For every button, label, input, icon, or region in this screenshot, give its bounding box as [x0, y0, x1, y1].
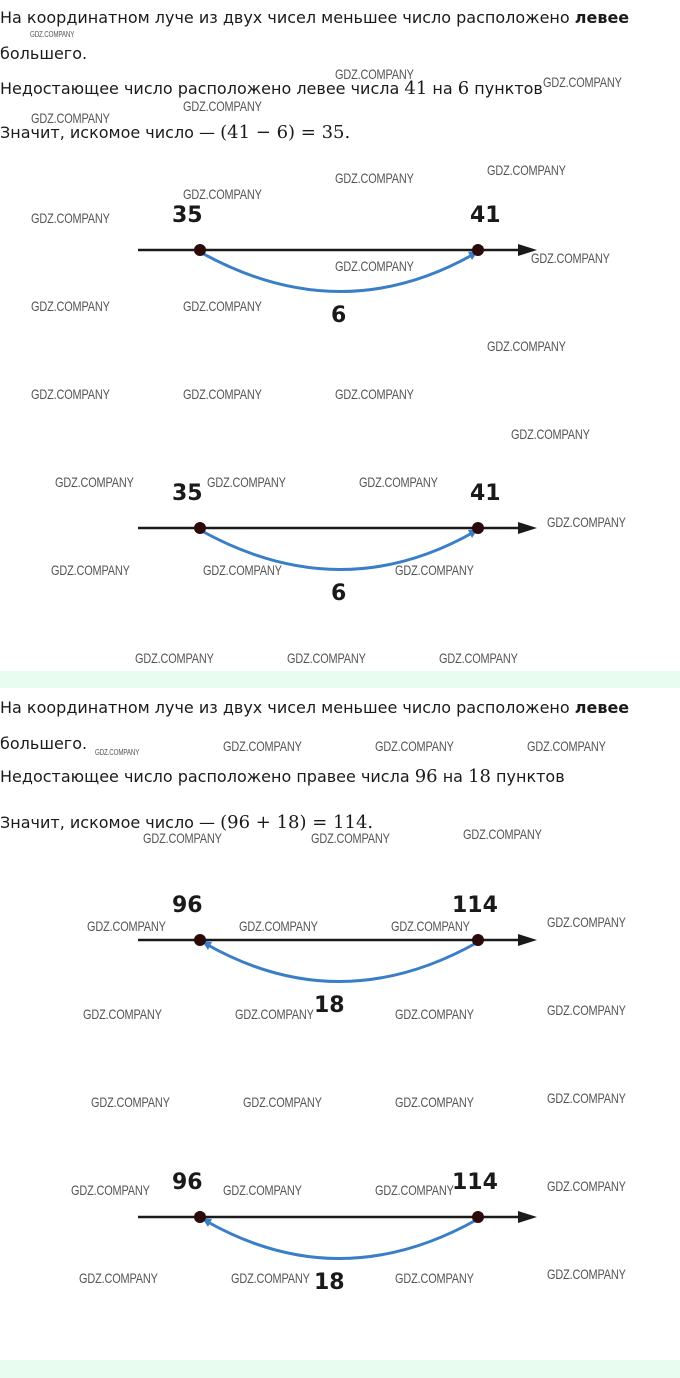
watermark: GDZ.COMPANY: [547, 914, 626, 930]
watermark: GDZ.COMPANY: [395, 562, 474, 578]
watermark: GDZ.COMPANY: [183, 386, 262, 402]
label-step: 6: [331, 581, 347, 606]
label-left: 96: [172, 1170, 203, 1195]
rule-text-2: На координатном луче из двух чисел меньшее число расположено левее: [0, 698, 630, 717]
point-left: [194, 522, 206, 534]
label-right: 114: [452, 893, 498, 918]
watermark: GDZ.COMPANY: [31, 386, 110, 402]
watermark: GDZ.COMPANY: [203, 562, 282, 578]
rule-text-1: На координатном луче из двух чисел меньшее число расположено левее: [0, 8, 630, 27]
watermark: GDZ.COMPANY: [223, 1182, 302, 1198]
point-right: [472, 244, 484, 256]
watermark: GDZ.COMPANY: [547, 514, 626, 530]
point-right: [472, 1211, 484, 1223]
watermark: GDZ.COMPANY: [183, 186, 262, 202]
label-step: 18: [314, 993, 345, 1018]
watermark: GDZ.COMPANY: [231, 1270, 310, 1286]
watermark: GDZ.COMPANY: [511, 426, 590, 442]
watermark: GDZ.COMPANY: [31, 110, 110, 126]
watermark: GDZ.COMPANY: [235, 1006, 314, 1022]
watermark: GDZ.COMPANY: [31, 298, 110, 314]
point-left: [194, 1211, 206, 1223]
ray-arrowhead: [518, 522, 537, 534]
watermark: GDZ.COMPANY: [335, 386, 414, 402]
point-right: [472, 522, 484, 534]
point-left: [194, 934, 206, 946]
watermark: GDZ.COMPANY: [395, 1094, 474, 1110]
section-divider-bottom: [0, 1360, 680, 1378]
watermark: GDZ.COMPANY: [487, 338, 566, 354]
watermark: GDZ.COMPANY: [239, 918, 318, 934]
watermark: GDZ.COMPANY: [547, 1178, 626, 1194]
watermark: GDZ.COMPANY: [439, 650, 518, 666]
point-left: [194, 244, 206, 256]
watermark: GDZ.COMPANY: [91, 1094, 170, 1110]
missing-text-2: Недостающее число расположено правее числа 96 на 18 пунктов: [0, 766, 565, 787]
label-right: 41: [470, 203, 501, 228]
watermark: GDZ.COMPANY: [463, 826, 542, 842]
watermark: GDZ.COMPANY: [135, 650, 214, 666]
jump-arc: [206, 1219, 478, 1259]
jump-arc: [206, 942, 478, 982]
watermark: GDZ.COMPANY: [79, 1270, 158, 1286]
watermark: GDZ.COMPANY: [335, 66, 414, 82]
watermark: GDZ.COMPANY: [335, 170, 414, 186]
label-left: 35: [172, 203, 203, 228]
watermark: GDZ.COMPANY: [335, 258, 414, 274]
label-step: 6: [331, 303, 347, 328]
watermark: GDZ.COMPANY: [243, 1094, 322, 1110]
watermark: GDZ.COMPANY: [359, 474, 438, 490]
watermark: GDZ.COMPANY: [83, 1006, 162, 1022]
watermark: GDZ.COMPANY: [375, 1182, 454, 1198]
watermark: GDZ.COMPANY: [223, 738, 302, 754]
watermark: GDZ.COMPANY: [375, 738, 454, 754]
watermark: GDZ.COMPANY: [547, 1002, 626, 1018]
watermark: GDZ.COMPANY: [30, 30, 75, 39]
result-text-1: Значит, искомое число — (41 − 6) = 35.: [0, 122, 351, 143]
watermark: GDZ.COMPANY: [547, 1266, 626, 1282]
watermark: GDZ.COMPANY: [87, 918, 166, 934]
ray-arrowhead: [518, 934, 537, 946]
label-step: 18: [314, 1270, 345, 1295]
watermark: GDZ.COMPANY: [183, 298, 262, 314]
watermark: GDZ.COMPANY: [51, 562, 130, 578]
watermark: GDZ.COMPANY: [311, 830, 390, 846]
rule-text-2b: большего.: [0, 734, 88, 753]
watermark: GDZ.COMPANY: [487, 162, 566, 178]
watermark: GDZ.COMPANY: [207, 474, 286, 490]
watermark: GDZ.COMPANY: [527, 738, 606, 754]
result-text-2: Значит, искомое число — (96 + 18) = 114.: [0, 812, 374, 833]
label-left: 96: [172, 893, 203, 918]
watermark: GDZ.COMPANY: [543, 74, 622, 90]
watermark: GDZ.COMPANY: [531, 250, 610, 266]
watermark: GDZ.COMPANY: [547, 1090, 626, 1106]
watermark: GDZ.COMPANY: [391, 918, 470, 934]
watermark: GDZ.COMPANY: [183, 98, 262, 114]
watermark: GDZ.COMPANY: [287, 650, 366, 666]
watermark: GDZ.COMPANY: [143, 830, 222, 846]
label-right: 41: [470, 481, 501, 506]
watermark: GDZ.COMPANY: [31, 210, 110, 226]
label-left: 35: [172, 481, 203, 506]
watermark: GDZ.COMPANY: [95, 748, 140, 757]
watermark: GDZ.COMPANY: [71, 1182, 150, 1198]
point-right: [472, 934, 484, 946]
rule-text-1b: большего.: [0, 44, 88, 63]
watermark: GDZ.COMPANY: [395, 1006, 474, 1022]
watermark: GDZ.COMPANY: [395, 1270, 474, 1286]
label-right: 114: [452, 1170, 498, 1195]
ray-arrowhead: [518, 1211, 537, 1223]
watermark: GDZ.COMPANY: [55, 474, 134, 490]
section-divider: [0, 671, 680, 688]
number-ray-2a: [0, 880, 680, 1020]
missing-text-1: Недостающее число расположено левее числа 41 на 6 пунктов: [0, 78, 543, 99]
